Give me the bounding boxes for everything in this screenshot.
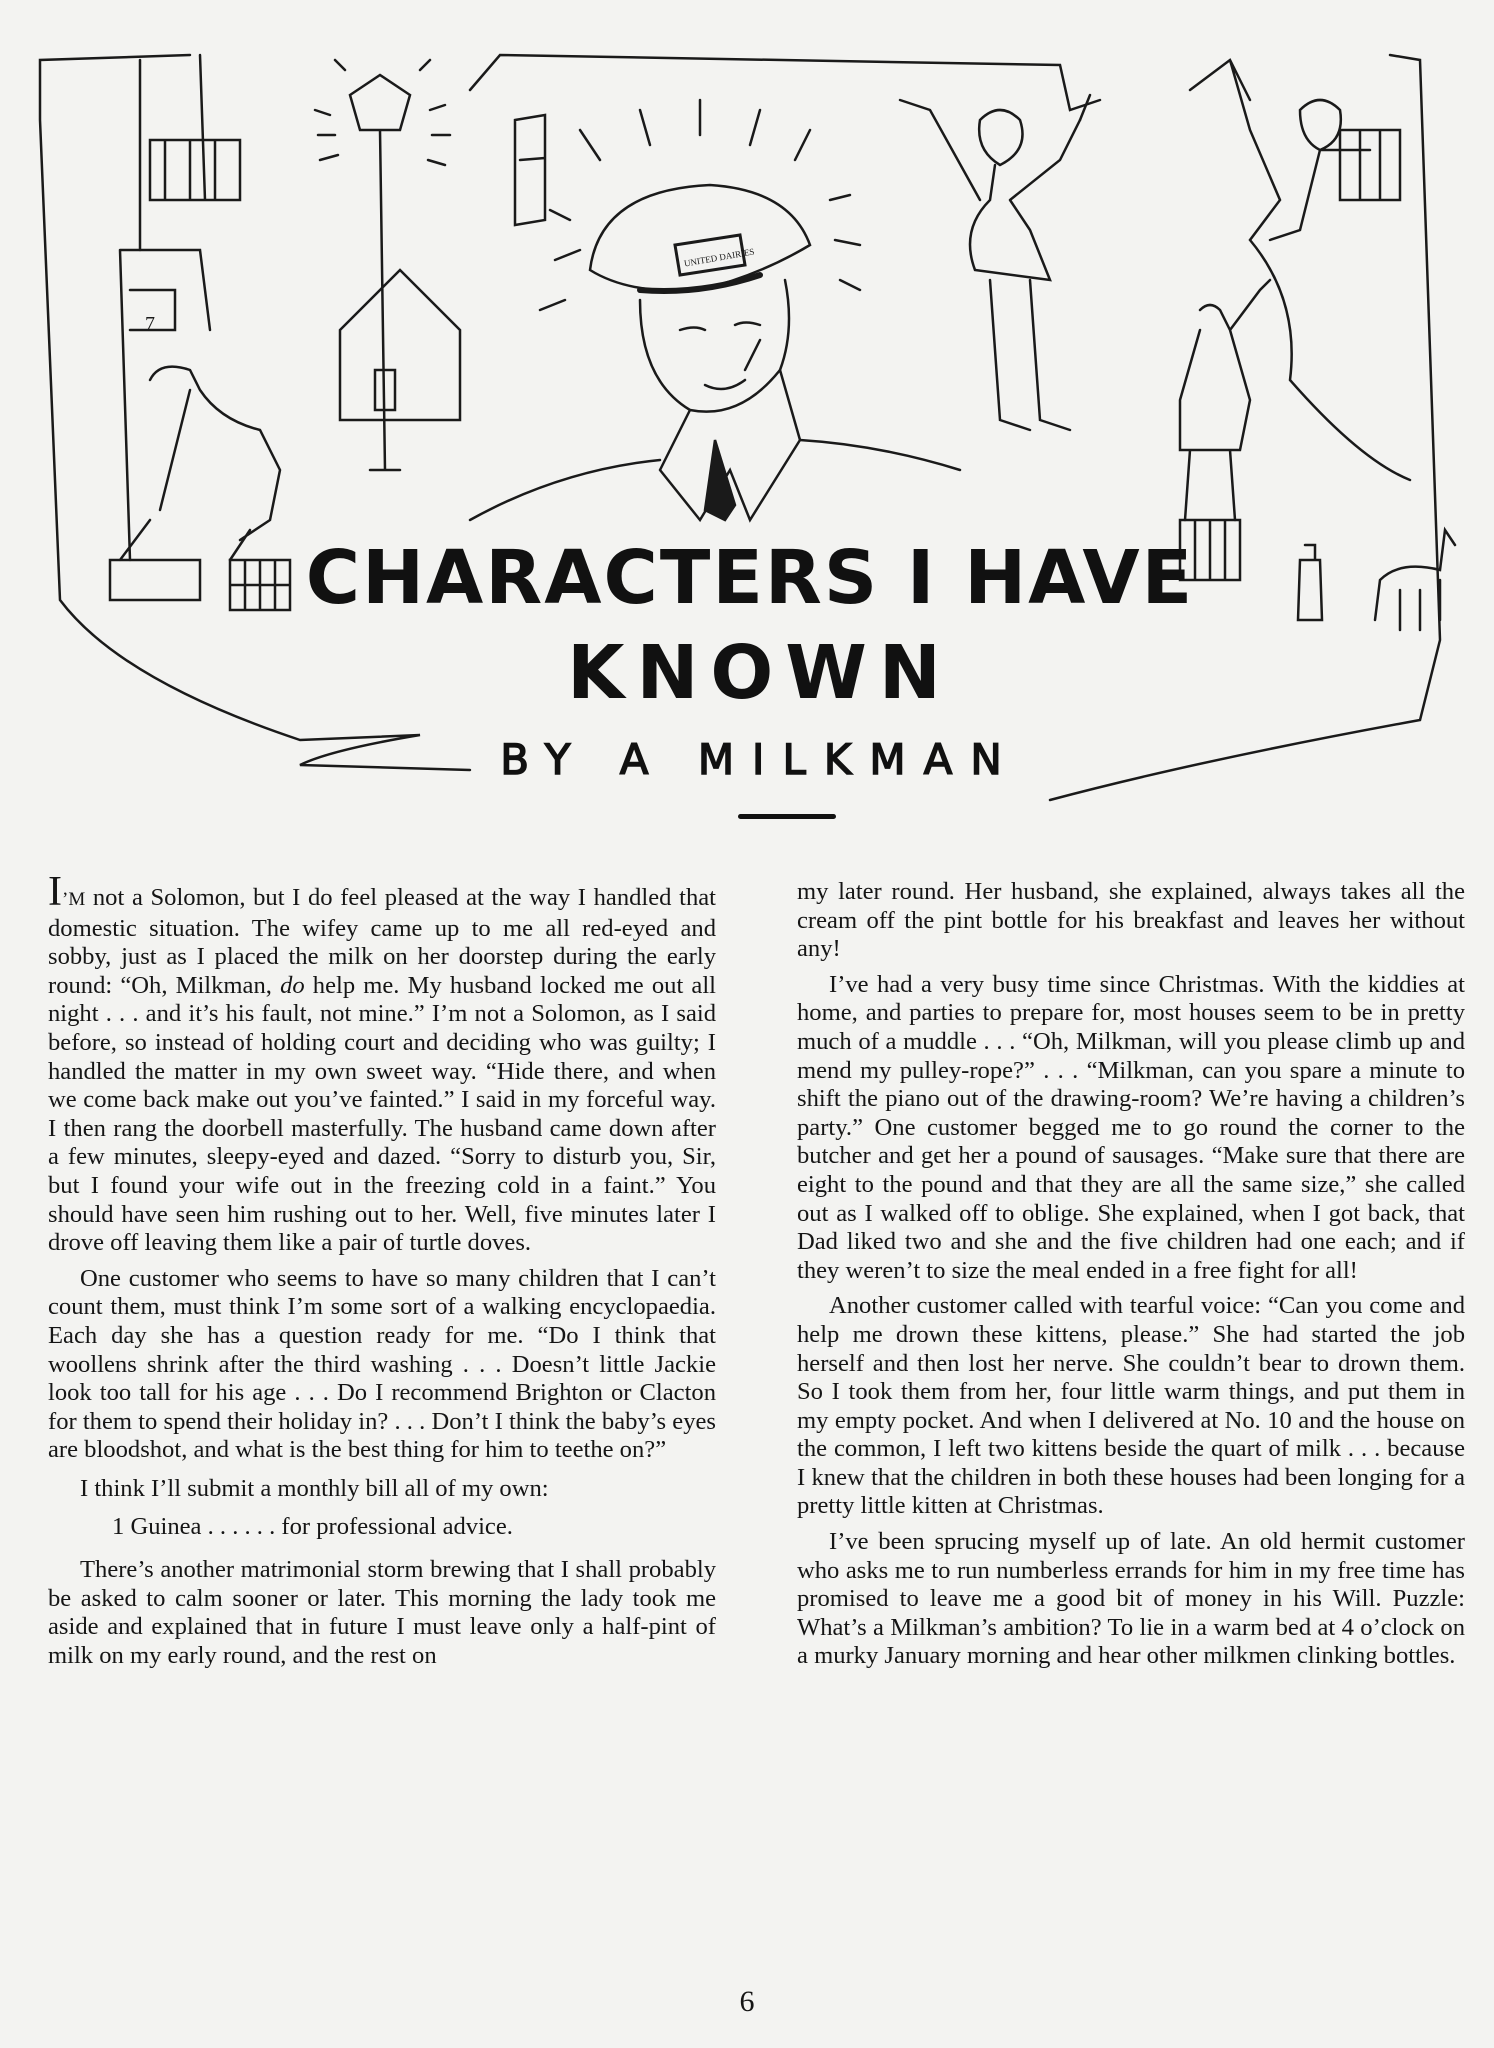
paragraph: Another customer called with tearful voice: “Can you come and help me drown these kittens, please.” She had started the job herself and then lost her nerve. She couldn’t bear to drown them. So I took them from her, four little warm things, and put them in my empty pocket. And when I delivered at No. 10 and the house on the common, I left two kittens beside the quart of milk . . . because I knew that the children in both these houses had been longing for a pretty little kitten at Christmas. bbox=[797, 1292, 1465, 1520]
lamp-post-drawing bbox=[315, 60, 450, 470]
paragraph: There’s another matrimonial storm brewing that I shall probably be asked to calm sooner or later. This morning the lady took me aside and explained that in future I must leave only a half-pint of milk on my early round, and the rest on bbox=[48, 1556, 716, 1669]
page-number: 6 bbox=[739, 1985, 755, 2018]
paragraph-text: not a Solomon, but I do feel pleased at the way I handled that domestic situation. The wifey came up to me all red-eyed and sobby, just as I placed the milk on her doorstep during the early round: “Oh, Milkman, bbox=[48, 884, 716, 999]
small-house-drawing bbox=[340, 115, 545, 420]
paragraph: I’ve had a very busy time since Christmas. With the kiddies at home, and parties to prepare for, most houses seem to be in pretty much of a muddle . . . “Oh, Milkman, will you please climb up and mend my pulley-rope?” . . . “Milkman, can you spare a minute to shift the piano out of the drawing-room? We’re having a children’s party.” One customer begged me to go round the corner to the butcher and get her a pound of sausages. “Make sure that there are eight to the pound and that they are all the same size,” she called out as I walked off to oblige. She explained, when I got back, that Dad liked two and she and the five children had one each; and if they weren’t to size the meal ended in a free fight for all! bbox=[797, 970, 1465, 1284]
drop-cap: I bbox=[48, 869, 62, 915]
top-skyline bbox=[470, 55, 1100, 110]
cap-badge-text: UNITED DAIRIES bbox=[683, 246, 756, 269]
article-column-left bbox=[48, 869, 716, 1677]
cat-drawing bbox=[1375, 530, 1455, 630]
article-title-line-1: CHARACTERS I HAVE bbox=[305, 535, 1195, 621]
article-title-line-2: KNOWN bbox=[567, 630, 953, 716]
paragraph: I think I’ll submit a monthly bill all of my own: bbox=[80, 1474, 549, 1502]
paragraph: my later round. Her husband, she explained, always takes all the cream off the pint bottle for his breakfast and leaves her without any! bbox=[797, 878, 1465, 963]
paragraph-text: help me. My husband locked me out all night . . . and it’s his fault, not mine.” I’m not a Solomon, as I said before, so instead of holding court and deciding who was guilty; I handled the matter in my own sweet way. “Hide there, and when we come back make out you’ve fainted.” I said in my forceful way. I then rang the doorbell masterfully. The husband came down after a few minutes, sleepy-eyed and dazed. “Sorry to disturb you, Sir, but I found your wife out in the freezing cold in a faint.” You should have seen him rushing out to her. Well, five minutes later I drove off leaving them like a pair of turtle doves. bbox=[48, 971, 716, 1257]
milk-bottle bbox=[1298, 545, 1322, 620]
bill-line: 1 Guinea . . . . . . for professional advice. bbox=[112, 1513, 513, 1541]
title-underline bbox=[738, 814, 836, 819]
paragraph: I’ve been sprucing myself up of late. An old hermit customer who asks me to run numberless errands for him in my free time has promised to leave me a good bit of money in his Will. Puzzle: What’s a Milkman’s ambition? To lie in a warm bed at 4 o’clock on a murky January morning and hear other milkmen clinking bottles. bbox=[797, 1528, 1465, 1670]
milkman-portrait-drawing bbox=[470, 100, 960, 520]
paragraph bbox=[48, 869, 716, 1258]
paragraph: One customer who seems to have so many children that I can’t count them, must think I’m some sort of a walking encyclopaedia. Each day she has a question ready for me. “Do I think that woollens shrink after the third washing . . . Doesn’t little Jackie look too tall for his age . . . Do I recommend Brighton or Clacton for them to spend their holiday in? . . . Don’t I think the baby’s eyes are bloodshot, and what is the best thing for him to teethe on?” bbox=[48, 1264, 716, 1464]
article-column-right bbox=[797, 878, 1465, 1678]
dancing-customer-drawing bbox=[900, 95, 1090, 430]
byline: BY A MILKMAN bbox=[500, 735, 1020, 784]
door-number: 7 bbox=[145, 313, 155, 335]
italic-text: do bbox=[280, 971, 305, 999]
small-caps-text: ’M bbox=[62, 889, 86, 910]
left-building-drawing bbox=[110, 55, 240, 600]
